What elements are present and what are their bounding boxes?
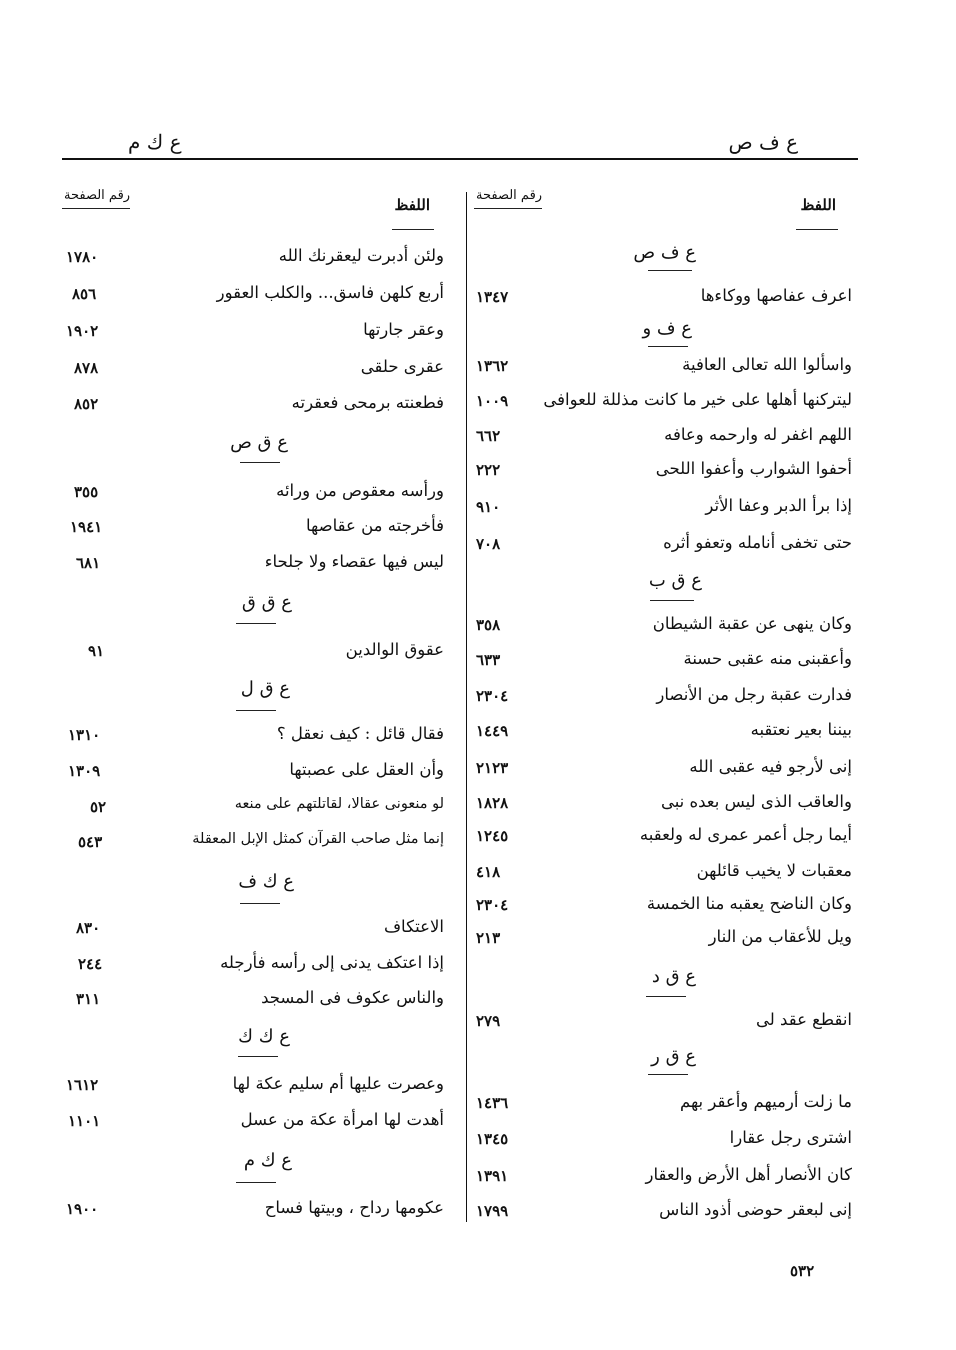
entry-phrase: عقرى حلقى [360, 357, 444, 376]
right-page-header-underline [474, 208, 542, 209]
root-heading: ع ف ص [633, 242, 696, 263]
entry-phrase: والعاقب الذى ليس بعده نبى [660, 792, 852, 811]
entry-page: ٨٣٠ [76, 919, 101, 937]
entry-phrase: أيما رجل أعمر عمرى له ولعقبه [639, 825, 852, 844]
entry-page: ٢١٢٣ [476, 759, 509, 777]
entry-phrase: إنما مثل صاحب القرآن كمثل الإبل المعقلة [192, 831, 444, 847]
root-underline [648, 346, 688, 347]
entry-page: ١٩٤١ [70, 518, 103, 536]
entry-page: ٢٢٢ [476, 461, 501, 479]
entry-page: ١٧٩٩ [476, 1202, 509, 1220]
entry-phrase: ويل للأعقاب من النار [708, 927, 852, 946]
entry-page: ٩١ [88, 642, 105, 660]
entry-page: ١٣٤٥ [476, 1130, 509, 1148]
root-underline [648, 270, 692, 271]
left-word-header-underline [392, 229, 434, 230]
root-underline [240, 903, 280, 904]
entry-phrase: عكومها رداح ، وبيتها فساح [264, 1198, 444, 1217]
entry-page: ٤١٨ [476, 863, 501, 881]
entry-phrase: إنى لبعقر حوضى أذود الناس [659, 1200, 852, 1219]
entry-phrase: لو منعونى عقالا، لقاتلتهم على منعه [234, 796, 444, 812]
entry-page: ٦٨١ [76, 554, 101, 572]
page-number: ٥٣٢ [790, 1262, 815, 1280]
entry-phrase: ولئن أدبرت ليعقرنك الله [278, 246, 444, 265]
entry-page: ٣٥٥ [74, 483, 99, 501]
root-heading: ع ق ر [651, 1046, 696, 1067]
entry-phrase: أربع كلهن فاسق... والكلب العقور [216, 283, 444, 302]
entry-phrase: عقوق الوالدين [345, 640, 444, 659]
entry-phrase: وعصرت عليها أم سليم عكة لها [232, 1074, 444, 1093]
root-heading: ع ق ل [240, 678, 290, 699]
entry-phrase: ليتركنها أهلها على خير ما كانت مذللة للعوافى [543, 390, 852, 409]
root-heading: ع ق ب [648, 570, 702, 591]
entry-page: ٢٣٠٤ [476, 896, 509, 914]
left-page-header: رقم الصفحة [64, 188, 131, 203]
entry-page: ١٣٤٧ [476, 288, 509, 306]
entry-page: ٢٣٠٤ [476, 687, 509, 705]
entry-phrase: أهدت لها امرأة عكة من عسل [240, 1110, 444, 1129]
entry-phrase: وكان الناضح يعقبه منا الخمسة [646, 894, 852, 913]
entry-phrase: إذا اعتكف يدنى إلى رأسه فأرجله [220, 953, 444, 972]
root-underline [646, 996, 686, 997]
entry-phrase: فطعنته برمحى فعقرته [291, 393, 444, 412]
entry-page: ٨٥٦ [72, 285, 97, 303]
entry-page: ١٣٦٢ [476, 357, 509, 375]
header-rule [62, 158, 858, 160]
root-underline [236, 623, 276, 624]
entry-phrase: ليس فيها عقصاء ولا جلحاء [264, 552, 444, 571]
root-underline [236, 710, 276, 711]
running-header-right: ع ف ص [728, 130, 798, 154]
entry-page: ٣١١ [76, 990, 101, 1008]
entry-page: ٨٥٢ [74, 395, 99, 413]
root-underline [240, 462, 280, 463]
root-heading: ع ك م [243, 1150, 292, 1171]
entry-page: ١٩٠٠ [66, 1200, 99, 1218]
entry-phrase: فقال قائل : كيف نعقل ؟ [276, 724, 444, 743]
entry-page: ٥٤٣ [78, 833, 103, 851]
entry-page: ١١٠١ [68, 1112, 101, 1130]
entry-phrase: واسألوا الله تعالى العافية [682, 355, 852, 374]
left-page-header-underline [62, 208, 130, 209]
entry-phrase: أحفوا الشوارب وأعفوا اللحى [655, 459, 852, 478]
entry-phrase: حتى تخفى أنامله وتعفو أثره [663, 533, 852, 552]
right-word-header-underline [796, 229, 838, 230]
entry-phrase: فدارت عقبة رجل من الأنصار [656, 685, 852, 704]
entry-page: ١٣١٠ [68, 726, 101, 744]
entry-page: ١٢٤٥ [476, 827, 509, 845]
entry-phrase: ورأسه معقوص من ورائه [276, 481, 444, 500]
entry-phrase: معقبات لا يخيب قائلهن [696, 861, 852, 880]
entry-page: ٣٥٨ [476, 616, 501, 634]
root-underline [650, 600, 694, 601]
entry-page: ٢٤٤ [78, 955, 103, 973]
entry-page: ٧٠٨ [476, 535, 501, 553]
entry-phrase: والناس عكوف فى المسجد [261, 988, 444, 1007]
entry-phrase: اللهم اغفر له وارحمه وعافه [664, 425, 852, 444]
entry-page: ١٤٤٩ [476, 722, 509, 740]
entry-page: ٨٧٨ [74, 359, 99, 377]
entry-phrase: اعرف عفاصها ووكاءها [700, 286, 852, 305]
root-underline [238, 1056, 278, 1057]
root-heading: ع ق ق [241, 592, 292, 613]
entry-page: ٥٢ [90, 798, 107, 816]
root-heading: ع ك ف [238, 871, 294, 892]
entry-phrase: انقطع عقد لى [756, 1010, 852, 1029]
entry-phrase: ما زلت أرميهم وأعقر بهم [679, 1092, 852, 1111]
entry-phrase: وأن العقل على عصبتها [289, 760, 444, 779]
root-heading: ع ف و [642, 318, 692, 339]
entry-page: ١٠٠٩ [476, 392, 509, 410]
running-header-left: ع ك م [128, 130, 182, 154]
entry-phrase: إنى لأرجو فيه عقبى الله [689, 757, 852, 776]
entry-page: ١٦١٢ [66, 1076, 99, 1094]
entry-page: ١٤٣٦ [476, 1094, 509, 1112]
root-underline [236, 1182, 276, 1183]
root-underline [648, 1074, 688, 1075]
entry-phrase: بيننا بعير نعتقبه [750, 720, 852, 739]
entry-page: ١٧٨٠ [66, 248, 99, 266]
entry-page: ١٣٠٩ [68, 762, 101, 780]
entry-page: ٦٣٣ [476, 651, 501, 669]
entry-page: ١٣٩١ [476, 1167, 509, 1185]
right-word-header: اللفظ [800, 196, 836, 214]
root-heading: ع ق د [651, 966, 696, 987]
entry-page: ٩١٠ [476, 498, 501, 516]
entry-page: ١٨٢٨ [476, 794, 509, 812]
entry-phrase: كان الأنصار أهل الأرض والعقار [645, 1165, 852, 1184]
column-divider [466, 192, 467, 1222]
entry-page: ٦٦٢ [476, 427, 501, 445]
entry-phrase: الاعتكاف [383, 917, 444, 936]
entry-page: ٢١٣ [476, 929, 501, 947]
right-page-header: رقم الصفحة [476, 188, 543, 203]
entry-phrase: إذا برأ الدبر وعفا الأثر [705, 496, 852, 515]
entry-phrase: وأعقبنى منه عقبى حسنة [683, 649, 852, 668]
entry-phrase: وكان ينهى عن عقبة الشيطان [652, 614, 852, 633]
root-heading: ع ك ك [238, 1026, 290, 1047]
root-heading: ع ق ص [230, 432, 288, 453]
left-word-header: اللفظ [394, 196, 430, 214]
entry-page: ١٩٠٢ [66, 322, 99, 340]
entry-phrase: اشترى رجل عقارا [729, 1128, 852, 1147]
entry-phrase: فأخرجته من عقاصها [306, 516, 444, 535]
entry-phrase: وعقر جارتها [363, 320, 444, 339]
entry-page: ٢٧٩ [476, 1012, 501, 1030]
